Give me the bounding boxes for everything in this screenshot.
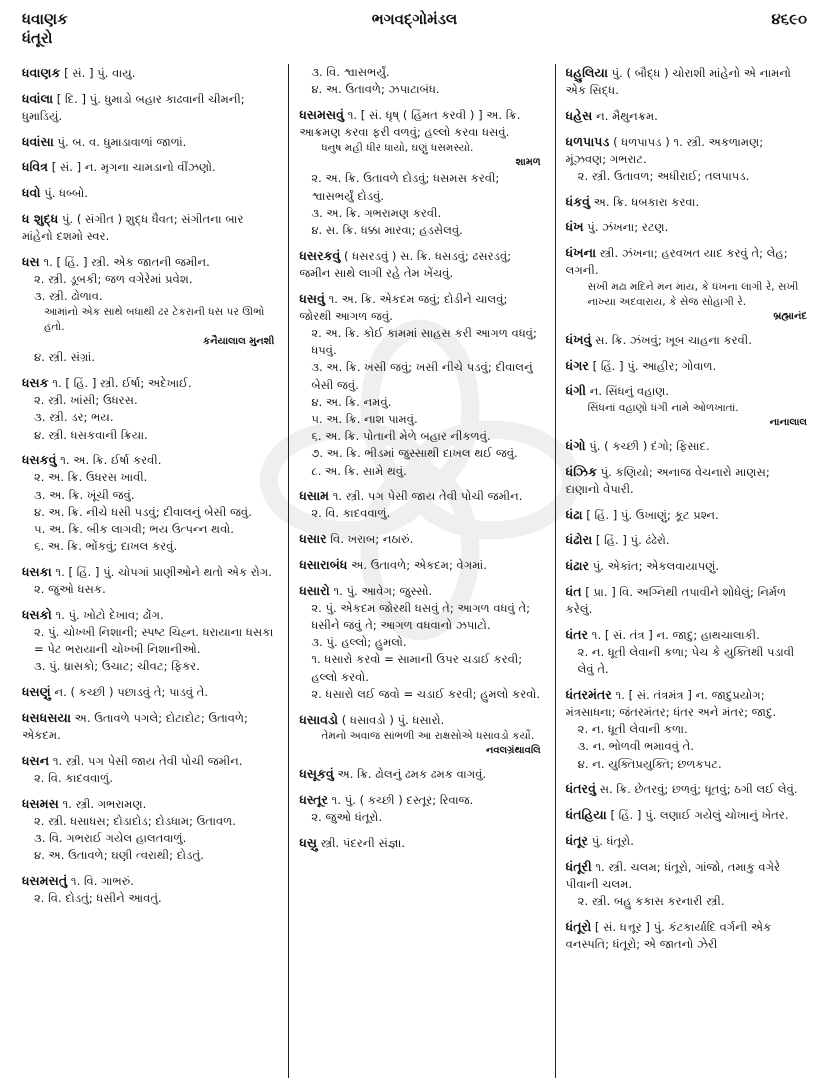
- dictionary-entry: [299, 556, 540, 574]
- entry-definition: [ સં. ] ન. મૃગના ચામડાનો વીંઝણો.: [51, 160, 216, 175]
- entry-headword: ધંતરવું: [565, 781, 596, 797]
- entry-sense: ૨. સ્ત્રી. ડૂબકી; જળ વગેરેમાં પ્રવેશ.: [34, 271, 193, 286]
- running-title: ભગવદ્ગોમંડલ: [371, 10, 458, 28]
- entry-sense: ૩. અ. ક્રિ. ગભરામણ કરવી.: [311, 205, 442, 220]
- entry-headword: ધસમસ: [22, 795, 59, 811]
- entry-definition: [ દિ. ] પું. ધુમાડો બહાર કાઢવાની ચીમની; ધુમાડિયું.: [22, 91, 245, 123]
- entry-definition: ( ધળપાપડ ) ૧. સ્ત્રી. અકળામણ; મૂંઝવણ; ગભરાટ.: [565, 134, 764, 166]
- entry-headword: ધંઢા: [565, 506, 583, 522]
- entry-definition: ૧. [ સં. તંત્ર ] ન. જાદુ; હાથચાલાકી.: [591, 627, 760, 642]
- entry-headword: ધસકો: [22, 606, 52, 622]
- entry-headword: ધંતૂરી: [565, 858, 592, 874]
- entry-headword: ધવાણક: [22, 65, 61, 80]
- entry-sense: ૪. સ્ત્રી. સંગ્રાં.: [34, 350, 96, 365]
- dictionary-entry: [566, 193, 807, 211]
- entry-headword: ધસન: [22, 752, 50, 768]
- entry-headword: ધસધસયા: [22, 709, 71, 725]
- entry-citation: ધનુષ મહી ધીર ધાયો, ઘણું ધસમસ્યો.: [321, 142, 474, 155]
- entry-sense: ૪. સ્ત્રી. ધસકવાની ક્રિયા.: [34, 427, 148, 442]
- entry-definition: [ હિં. ] પું. લણાઈ ગયેલું ચોખાનું ખેતર.: [610, 808, 789, 823]
- dictionary-entry: [22, 563, 274, 598]
- entry-headword: ધંખવું: [565, 332, 592, 348]
- entry-headword: ધંખ: [565, 219, 584, 235]
- entry-definition: ૧. [ હિં. ] પું. ચોપગાં પ્રાણીઓને થતો એક રોગ.: [55, 564, 272, 579]
- dictionary-entry: [299, 834, 540, 852]
- dictionary-entry: [22, 64, 274, 82]
- entry-definition: ૧. [ હિં. ] સ્ત્રી. એક જાતની જમીન.: [43, 254, 210, 269]
- dictionary-entry: [22, 184, 274, 202]
- entry-headword: ધસ્રુ: [299, 834, 318, 850]
- entry-headword: ધંઢાર: [565, 558, 590, 574]
- dictionary-entry: [566, 357, 807, 375]
- entry-definition: પું. કણિયો; અનાજ વેચનારો માણસ; દાણાનો વેપારી.: [565, 464, 770, 497]
- dictionary-entry: [566, 806, 807, 824]
- entry-headword: ધંગર: [565, 357, 589, 373]
- dictionary-entry: [22, 253, 274, 367]
- entry-citation: સખી મઢા મદિને મન માંય, કે ધંખના લાગી રે, સખી નાખ્યા અદવારાય, કે સેજ સોહાગી રે.: [587, 280, 799, 308]
- entry-definition: ( ધસરડવું ) સ. ક્રિ. ધસડવું; ઢસરડવું; જમીન સાથે લાગી રહે તેમ ખેંચવું.: [299, 248, 512, 280]
- entry-definition: સ્ત્રી. ઝંખના; હરવખત યાદ કરવું તે; લેહ; લગની.: [565, 246, 788, 278]
- dictionary-entry: [22, 606, 274, 676]
- entry-sense: ૬. અ. ક્રિ. ભોંકવું; દાખલ કરવું.: [34, 539, 178, 554]
- entry-definition: ૧. પું. ખોટો દેખાવ; ઢોંગ.: [55, 607, 164, 622]
- entry-sense: ૨. ધસારો લઈ જવો = ચડાઈ કરવી; હુમલો કરવો.: [311, 686, 541, 701]
- entry-headword: ધસકવું: [22, 452, 57, 468]
- entry-headword: ધસરકવું: [299, 247, 341, 263]
- entry-headword: ધસક: [22, 374, 49, 390]
- citation-author: નવલગ્રંથાવલિ: [485, 744, 541, 756]
- entry-sense: ૩. સ્ત્રી. ડર; ભય.: [34, 410, 114, 425]
- entry-headword: ધસવું: [299, 290, 325, 306]
- entry-definition: ૧. પું. ( કચ્છી ) દસ્તૂર; રિવાજ.: [331, 792, 474, 807]
- entry-headword: ધસાર: [299, 531, 327, 547]
- dictionary-entry: [566, 858, 807, 911]
- entry-sense: ૨. પું. એકદમ જોરથી ધસવું તે; આગળ વધવું તે; ધસીને જવું તે; આગળ વધવાનો ઝપાટો.: [311, 600, 531, 632]
- entry-definition: અ. ઉતાવળે; એકદમ; વેગમાં.: [351, 557, 487, 572]
- entry-definition: ( ધસાવડો ) પું. ધસારો.: [341, 712, 445, 727]
- entry-sense: ૨. જુઓ ધસક.: [34, 582, 106, 597]
- dictionary-entry: [566, 832, 807, 850]
- entry-headword: ધસ્તૂર: [299, 791, 328, 807]
- dictionary-entry: [22, 374, 274, 444]
- entry-definition: ૧. પું. આવેગ; જુસ્સો.: [333, 583, 433, 598]
- entry-sense: ૩. અ. ક્રિ. ખૂંચી જવું.: [34, 487, 135, 502]
- entry-definition: ૧. અ. ક્રિ. ઈર્ષા કરવી.: [60, 453, 162, 468]
- dictionary-entry: [22, 451, 274, 555]
- entry-sense: ૪. અ. ઉતાવળે; ઘણી ત્વરાથી; દોડતું.: [34, 848, 204, 863]
- entry-definition: ૧. સ્ત્રી. પગ પેસી જાય તેવી પોચી જમીન.: [52, 753, 243, 768]
- dictionary-entry: [299, 487, 540, 522]
- dictionary-entry: [299, 582, 540, 703]
- entry-sense: ૩. સ્ત્રી. ઢોળાવ.: [34, 289, 103, 304]
- entry-sense: ૨. વિ. દોડતું; ધસીને આવતું.: [34, 891, 162, 906]
- entry-definition: ન. ( કચ્છી ) પછાડવું તે; પાડવું તે.: [54, 685, 209, 700]
- entry-headword: ધવાંસા: [22, 133, 54, 149]
- dictionary-entry: [566, 463, 807, 498]
- entry-headword: ધંતૂર: [565, 832, 589, 848]
- entry-definition: સ. ક્રિ. છેતરવું; છળવું; ધૂતવું; ઠગી લઈ લેવું.: [599, 782, 798, 797]
- dictionary-entry: [22, 90, 274, 125]
- entry-definition: પું. ઝંખના; રટણ.: [587, 220, 669, 235]
- entry-headword: ધંતરમંતર: [565, 686, 612, 702]
- entry-sense: ૪. સ. ક્રિ. ધક્કા મારવા; હડસેલવું.: [311, 222, 463, 237]
- dictionary-entry: [22, 158, 274, 176]
- entry-definition: ૧. સ્ત્રી. પગ પેસી જાય તેવી પોચી જમીન.: [332, 489, 523, 504]
- entry-definition: [ સં. ધત્તૂર ] પું. કંટકાર્યાદિ વર્ગની એક વનસ્પતિ; ધંતૂરો; એ જાતનો ઝેરી: [565, 919, 772, 951]
- entry-headword: ધળપાપડ: [565, 133, 610, 149]
- entry-headword: ધહેસ: [565, 107, 593, 123]
- entry-definition: [ હિં. ] પું. આહીર; ગોવાળ.: [592, 358, 717, 373]
- entry-headword: ધંગો: [565, 438, 586, 454]
- dictionary-entry: [566, 918, 807, 953]
- entry-definition: અ. ઉતાવળે પગલે; દોટાદોટ; ઉતાવળે; એકદમ.: [22, 710, 248, 743]
- entry-sense: ૪. અ. ક્રિ. નમવું.: [311, 394, 392, 409]
- entry-headword: ધંતર: [565, 626, 589, 642]
- dictionary-entry: [299, 711, 540, 758]
- entry-definition: પું. ધબ્બો.: [44, 186, 88, 201]
- entry-definition: પું. ( સંગીત ) શુદ્ધ ધૈવત; સંગીતના બાર માંહેનો દશમો સ્વર.: [22, 211, 244, 243]
- citation-author: નાનાલાલ: [769, 416, 807, 428]
- dictionary-entry: [566, 107, 807, 125]
- entry-citation: આમાંનો એક સાથે બધાથી ઢર ટેકરાની ધસ પર ઊભો હતો.: [44, 306, 265, 334]
- entry-headword: ધસાવડો: [299, 711, 339, 727]
- dictionary-entry: [299, 247, 540, 282]
- entry-definition: ૧. અ. ક્રિ. એકદમ જવું; દોડીને ચાલવું; જોરથી આગળ જવું.: [299, 291, 508, 323]
- entry-headword: ધવો: [22, 185, 41, 201]
- entry-sense: ૫. અ. ક્રિ. બીક લાગવી; ભય ઉત્પન્ન થવો.: [34, 522, 234, 537]
- entry-definition: અ. ક્રિ. ધબકારા કરવા.: [593, 194, 700, 209]
- entry-definition: ૧. [ સં. તંત્રમંત્ર ] ન. જાદુપ્રયોગ; મંત્રસાધના; જંતરમંતર; ધંતર અને મંતર; જાદુ.: [565, 687, 777, 720]
- dictionary-entry: [22, 709, 274, 744]
- entry-headword: ધંઢોરા: [565, 532, 593, 548]
- entry-headword: ધસારાબંધ: [299, 556, 348, 572]
- dictionary-entry: [566, 557, 807, 575]
- entry-definition: ૧. સ્ત્રી. ચલમ; ધંતૂરો, ગાંજો, તમાકુ વગેરે પીવાની ચલમ.: [565, 859, 781, 891]
- dictionary-entry: [566, 686, 807, 773]
- dictionary-entry: [566, 218, 807, 236]
- page-number: ૪૬૯૦: [771, 10, 807, 28]
- entry-headword: ધંકવું: [565, 193, 590, 209]
- entry-definition: ન. મૈથુનક્રમ.: [596, 108, 658, 123]
- page-header: [22, 10, 807, 58]
- guide-word-first: ધવાણક: [22, 10, 68, 28]
- entry-sense: ૩. પું. ધ્રાસકો; ઉચાટ; ચીવટ; ફિકર.: [34, 659, 200, 674]
- entry-headword: ધંત: [565, 583, 582, 599]
- entry-sense: ૩. પું. હલ્લો; હુમલો.: [311, 635, 407, 650]
- entry-headword: ધસ: [22, 253, 40, 269]
- entry-headword: ધવિત્ર: [22, 159, 48, 175]
- entry-definition: [ પ્રા. ] વિ. અગ્નિથી તપાવીને શોધેલું; નિર્મળ કરેલું.: [565, 584, 787, 617]
- entry-definition: ન. સિંધનું વહાણ.: [589, 384, 670, 399]
- dictionary-entry: [566, 531, 807, 549]
- column-2: [288, 64, 540, 1078]
- entry-headword: ધંતહિયા: [565, 807, 607, 823]
- dictionary-entry: [22, 752, 274, 787]
- entry-sense: ૭. અ. ક્રિ. ભીડમાં જુસ્સાથી દાખલ થઈ જવું.: [311, 446, 518, 461]
- column-1: [22, 64, 274, 1078]
- entry-headword: ધસારો: [299, 582, 330, 598]
- dictionary-entry: [566, 506, 807, 524]
- dictionary-entry: [22, 133, 274, 151]
- dictionary-columns: [22, 64, 807, 1078]
- entry-sense: ૪. ન. યુક્તિપ્રયુક્તિ; છળકપટ.: [577, 756, 722, 771]
- dictionary-entry: [299, 106, 540, 239]
- entry-headword: ધ શુદ્ધ: [22, 210, 59, 226]
- dictionary-entry: [566, 64, 807, 99]
- citation-author: બ્રહ્માનંદ: [773, 310, 807, 322]
- entry-sense: ૨. અ. ક્રિ. ઉતાવળે દોડવું; ધસમસ કરવી; શ્વાસભર્યું દોડવું.: [311, 171, 500, 203]
- entry-definition: પું. ( કચ્છી ) દંગો; ફિસાદ.: [589, 439, 710, 454]
- dictionary-entry: [299, 290, 540, 480]
- entry-definition: વિ. ખરાબ; નઠારું.: [330, 532, 414, 547]
- entry-headword: ધંગી: [565, 383, 587, 399]
- entry-sense: ૩. વિ. ગભરાઈ ગયેલ હાલતવાળું.: [34, 831, 187, 846]
- dictionary-entry: [299, 791, 540, 826]
- guide-word-last: ધંતૂરો: [22, 29, 53, 47]
- column-3: [555, 64, 807, 1078]
- dictionary-entry: [566, 626, 807, 679]
- entry-definition: ૧. [ સં. ધૃષ્ ( હિંમત કરવી ) ] અ. ક્રિ. આક્રમણ કરવા ફરી વળવું; હલ્લો કરવા ધસવું.: [299, 107, 521, 140]
- entry-definition: અ. ક્રિ. ઢોલનું ઢમક ઢમક વાગવું.: [337, 767, 487, 782]
- entry-sense: ૨. જુઓ ધંતૂરો.: [311, 810, 383, 825]
- entry-sense: ૨. ન. ધૂતી લેવાની કળા.: [577, 722, 688, 737]
- entry-sense: ૨. સ્ત્રી. ધસાધસ; દોડાદોડ; દોડધામ; ઉતાવળ.: [34, 813, 236, 828]
- entry-sense: ૩. ન. ભોળવી ભમાવવું તે.: [577, 739, 695, 754]
- entry-headword: ધસૂકવું: [299, 766, 334, 782]
- entry-headword: ધસમસવું: [299, 106, 345, 122]
- dictionary-entry: [566, 244, 807, 323]
- entry-definition: ૧. [ હિં. ] સ્ત્રી. ઈર્ષા; અદેખાઈ.: [52, 375, 192, 390]
- citation-author: શામળ: [515, 157, 541, 169]
- entry-headword: ધસણું: [22, 684, 51, 700]
- dictionary-entry: [566, 382, 807, 429]
- entry-sense: ૨. અ. ક્રિ. કોઈ કામમાં સાહસ કરી આગળ વધવું; ધપવું.: [311, 325, 537, 358]
- entry-sense: ૨. વિ. કાદવવાળું.: [34, 771, 113, 785]
- entry-definition: ૧. સ્ત્રી. ગભરામણ.: [62, 796, 147, 811]
- entry-sense: ૨. સ્ત્રી. ઉતાવળ; અધીરાઈ; તલપાપડ.: [577, 169, 750, 184]
- entry-sense: ૨. સ્ત્રી. બહુ કકાસ કરનારી સ્ત્રી.: [577, 893, 725, 908]
- entry-headword: ધસામ: [299, 488, 330, 504]
- entry-headword: ધસકા: [22, 563, 52, 579]
- entry-citation: સિંધનાં વહાણો ધંગી નામે ઓળખાતાં.: [587, 401, 739, 414]
- dictionary-entry: [566, 331, 807, 349]
- entry-definition: પું. ધંતૂરો.: [591, 833, 634, 848]
- entry-headword: ધવાંલા: [22, 90, 54, 106]
- entry-sense: ૧. ધસારો કરવો = સામાની ઉપર ચડાઈ કરવી; હલ્લો કરવો.: [311, 652, 523, 684]
- citation-author: કનૈયાલાલ મુનશી: [203, 336, 275, 348]
- entry-headword: ધંઝિક: [565, 463, 597, 479]
- entry-sense: ૨. સ્ત્રી. ખાંસી; ઉધરસ.: [34, 393, 138, 408]
- entry-definition: પું. ( બૌદ્ધ ) ચોરાશી માંહેનો એ નામનો એક સિદ્ધ.: [565, 66, 791, 98]
- entry-definition: સ્ત્રી. પંદરની સંજ્ઞા.: [320, 835, 406, 850]
- dictionary-entry: [566, 780, 807, 798]
- entry-headword: ધંતૂરો: [565, 918, 592, 934]
- entry-headword: ધંખના: [565, 245, 597, 261]
- dictionary-entry: [299, 765, 540, 783]
- entry-headword: ધહુલિયા: [565, 65, 608, 80]
- entry-definition: પું. એકાંત; એકલવાયાપણું.: [592, 559, 720, 574]
- entry-sense: ૩. વિ. શ્વાસભર્યું.: [311, 65, 390, 79]
- entry-sense: ૨. અ. ક્રિ. ઉધરસ ખાવી.: [34, 470, 148, 485]
- dictionary-entry: [22, 210, 274, 245]
- dictionary-entry: [566, 583, 807, 618]
- entry-definition: પું. બ. વ. ધુમાડાવાળાં જાળાં.: [57, 134, 187, 149]
- entry-sense: ૪. અ. ક્રિ. નીચે ધસી પડવું; દીવાલનું બેસી જવું.: [34, 504, 252, 519]
- entry-citation: તેમનો અવાજ સાંભળી આ રાક્ષસોએ ધસાવડો કર્યો.: [321, 729, 535, 742]
- dictionary-entry: [566, 437, 807, 455]
- entry-definition: [ હિં. ] પું. ઉખાણું; કૂટ પ્રશ્ન.: [586, 507, 719, 522]
- entry-definition: [ હિં. ] પું. ઢંઢેરો.: [595, 533, 670, 548]
- entry-sense: ૩. અ. ક્રિ. ખસી જવું; ખસી નીચે પડવું; દીવાલનું બેસી જવું.: [311, 360, 533, 392]
- entry-definition: સ. ક્રિ. ઝંખવું; ખૂબ ચાહના કરવી.: [595, 333, 752, 348]
- entry-headword: ધસમસતું: [22, 873, 68, 889]
- entry-sense: ૨. ન. ધૂતી લેવાની કળા; પેચ કે યુક્તિથી પડાવી લેવું તે.: [577, 644, 795, 677]
- entry-sense: ૬. અ. ક્રિ. પોતાની મેળે બહાર નીકળવું.: [311, 429, 491, 444]
- dictionary-entry: [22, 683, 274, 701]
- dictionary-entry: [299, 530, 540, 548]
- dictionary-entry: [566, 133, 807, 186]
- dictionary-entry: [22, 872, 274, 907]
- entry-sense: ૮. અ. ક્રિ. સામે થવું.: [311, 463, 407, 478]
- entry-sense: ૪. અ. ઉતાવળે; ઝપાટાબંધ.: [311, 82, 440, 97]
- entry-sense: ૨. વિ. કાદવવાળું.: [311, 506, 391, 521]
- dictionary-entry: [299, 64, 540, 98]
- entry-sense: ૫. અ. ક્રિ. નાશ પામવું.: [311, 411, 418, 426]
- entry-definition: [ સં. ] પું. વાયુ.: [64, 66, 136, 80]
- dictionary-entry: [22, 795, 274, 865]
- entry-definition: ૧. વિ. ગાભરું.: [70, 874, 134, 889]
- entry-sense: ૨. પું. ચોખ્ખી નિશાની; સ્પષ્ટ ચિહ્ન. ધરાયાના ધસકા = પેટ ભરાયાની ચોખ્ખી નિશાનીઓ.: [34, 625, 274, 657]
